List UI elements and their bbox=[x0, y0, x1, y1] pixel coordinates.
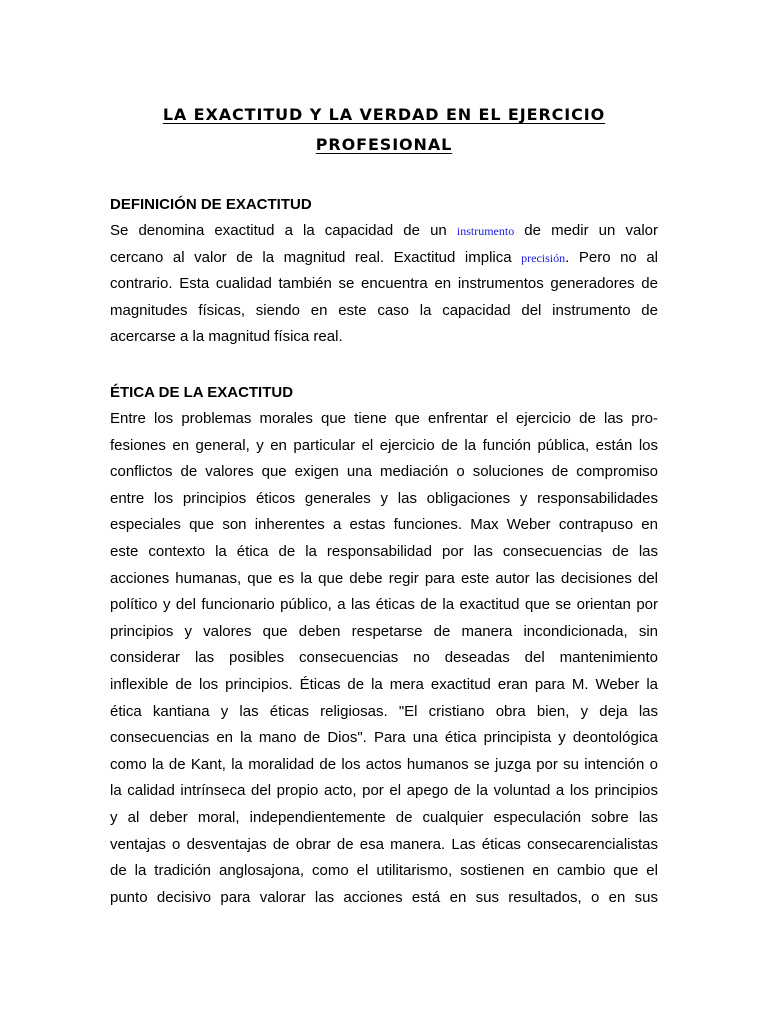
paragraph-line: consecuencias en la mano de Dios". Para una ética principista y deontológica bbox=[110, 729, 658, 747]
paragraph-line: ventajas o desventajas de obrar de esa manera. Las éticas consecarencialistas bbox=[110, 835, 658, 853]
paragraph-line: punto decisivo para valorar las acciones está en sus resultados, o en sus bbox=[110, 888, 658, 906]
paragraph-line: considerar las posibles consecuencias no deseadas del mantenimiento bbox=[110, 649, 658, 667]
paragraph-line: de la tradición anglosajona, como el utilitarismo, sostienen en cambio que el bbox=[110, 862, 658, 880]
paragraph-line: fesiones en general, y en particular el ejercicio de la función pública, están los bbox=[110, 436, 658, 454]
paragraph-line: Entre los problemas morales que tiene que enfrentar el ejercicio de las pro- bbox=[110, 410, 658, 427]
instrumento-link[interactable]: instrumento bbox=[456, 224, 515, 238]
paragraph-line: inflexible de los principios. Éticas de la mera exactitud eran para M. Weber la bbox=[110, 675, 658, 693]
title-line-1: LA EXACTITUD Y LA VERDAD EN EL EJERCICIO bbox=[162, 105, 606, 124]
paragraph-line: político y del funcionario público, a las éticas de la exactitud que se orientan por bbox=[110, 596, 658, 614]
paragraph-line: contrario. Esta cualidad también se encuentra en instrumentos generadores de bbox=[110, 275, 658, 293]
section-heading-etica: ÉTICA DE LA EXACTITUD bbox=[110, 384, 294, 401]
paragraph-line: la calidad intrínseca del propio acto, por el apego de la voluntad a los principios bbox=[110, 782, 658, 800]
paragraph-line: magnitudes físicas, siendo en este caso la capacidad del instrumento de bbox=[110, 301, 658, 319]
section-heading-definicion: DEFINICIÓN DE EXACTITUD bbox=[110, 196, 312, 213]
section-body-etica bbox=[110, 406, 658, 911]
paragraph-line: principios y valores que deben respetarse de manera incondicionada, sin bbox=[110, 622, 658, 640]
document-title bbox=[110, 100, 658, 160]
section-body-definicion bbox=[110, 218, 658, 351]
paragraph-line: cercano al valor de la magnitud real. Exactitud implica precisión. Pero no al bbox=[110, 248, 658, 266]
paragraph-line: y al deber moral, independientemente de cualquier especulación sobre las bbox=[110, 808, 658, 826]
paragraph-line: este contexto la ética de la responsabilidad por las consecuencias de las bbox=[110, 542, 658, 560]
paragraph-line: conflictos de valores que exigen una mediación o soluciones de compromiso bbox=[110, 463, 658, 481]
paragraph-line: como la de Kant, la moralidad de los actos humanos se juzga por su intención o bbox=[110, 755, 658, 773]
paragraph-line: especiales que son inherentes a estas funciones. Max Weber contrapuso en bbox=[110, 516, 658, 534]
precision-link[interactable]: precisión bbox=[521, 250, 566, 265]
paragraph-line: entre los principios éticos generales y las obligaciones y responsabilidades bbox=[110, 489, 658, 507]
title-line-2: PROFESIONAL bbox=[315, 135, 453, 154]
paragraph-line: ética kantiana y las éticas religiosas. "El cristiano obra bien, y deja las bbox=[110, 702, 658, 720]
paragraph-line: acercarse a la magnitud física real. bbox=[110, 328, 343, 346]
paragraph-line: acciones humanas, que es la que debe regir para este autor las decisiones del bbox=[110, 569, 658, 587]
paragraph-line: Se denomina exactitud a la capacidad de un instrumento de medir un valor bbox=[110, 222, 658, 239]
